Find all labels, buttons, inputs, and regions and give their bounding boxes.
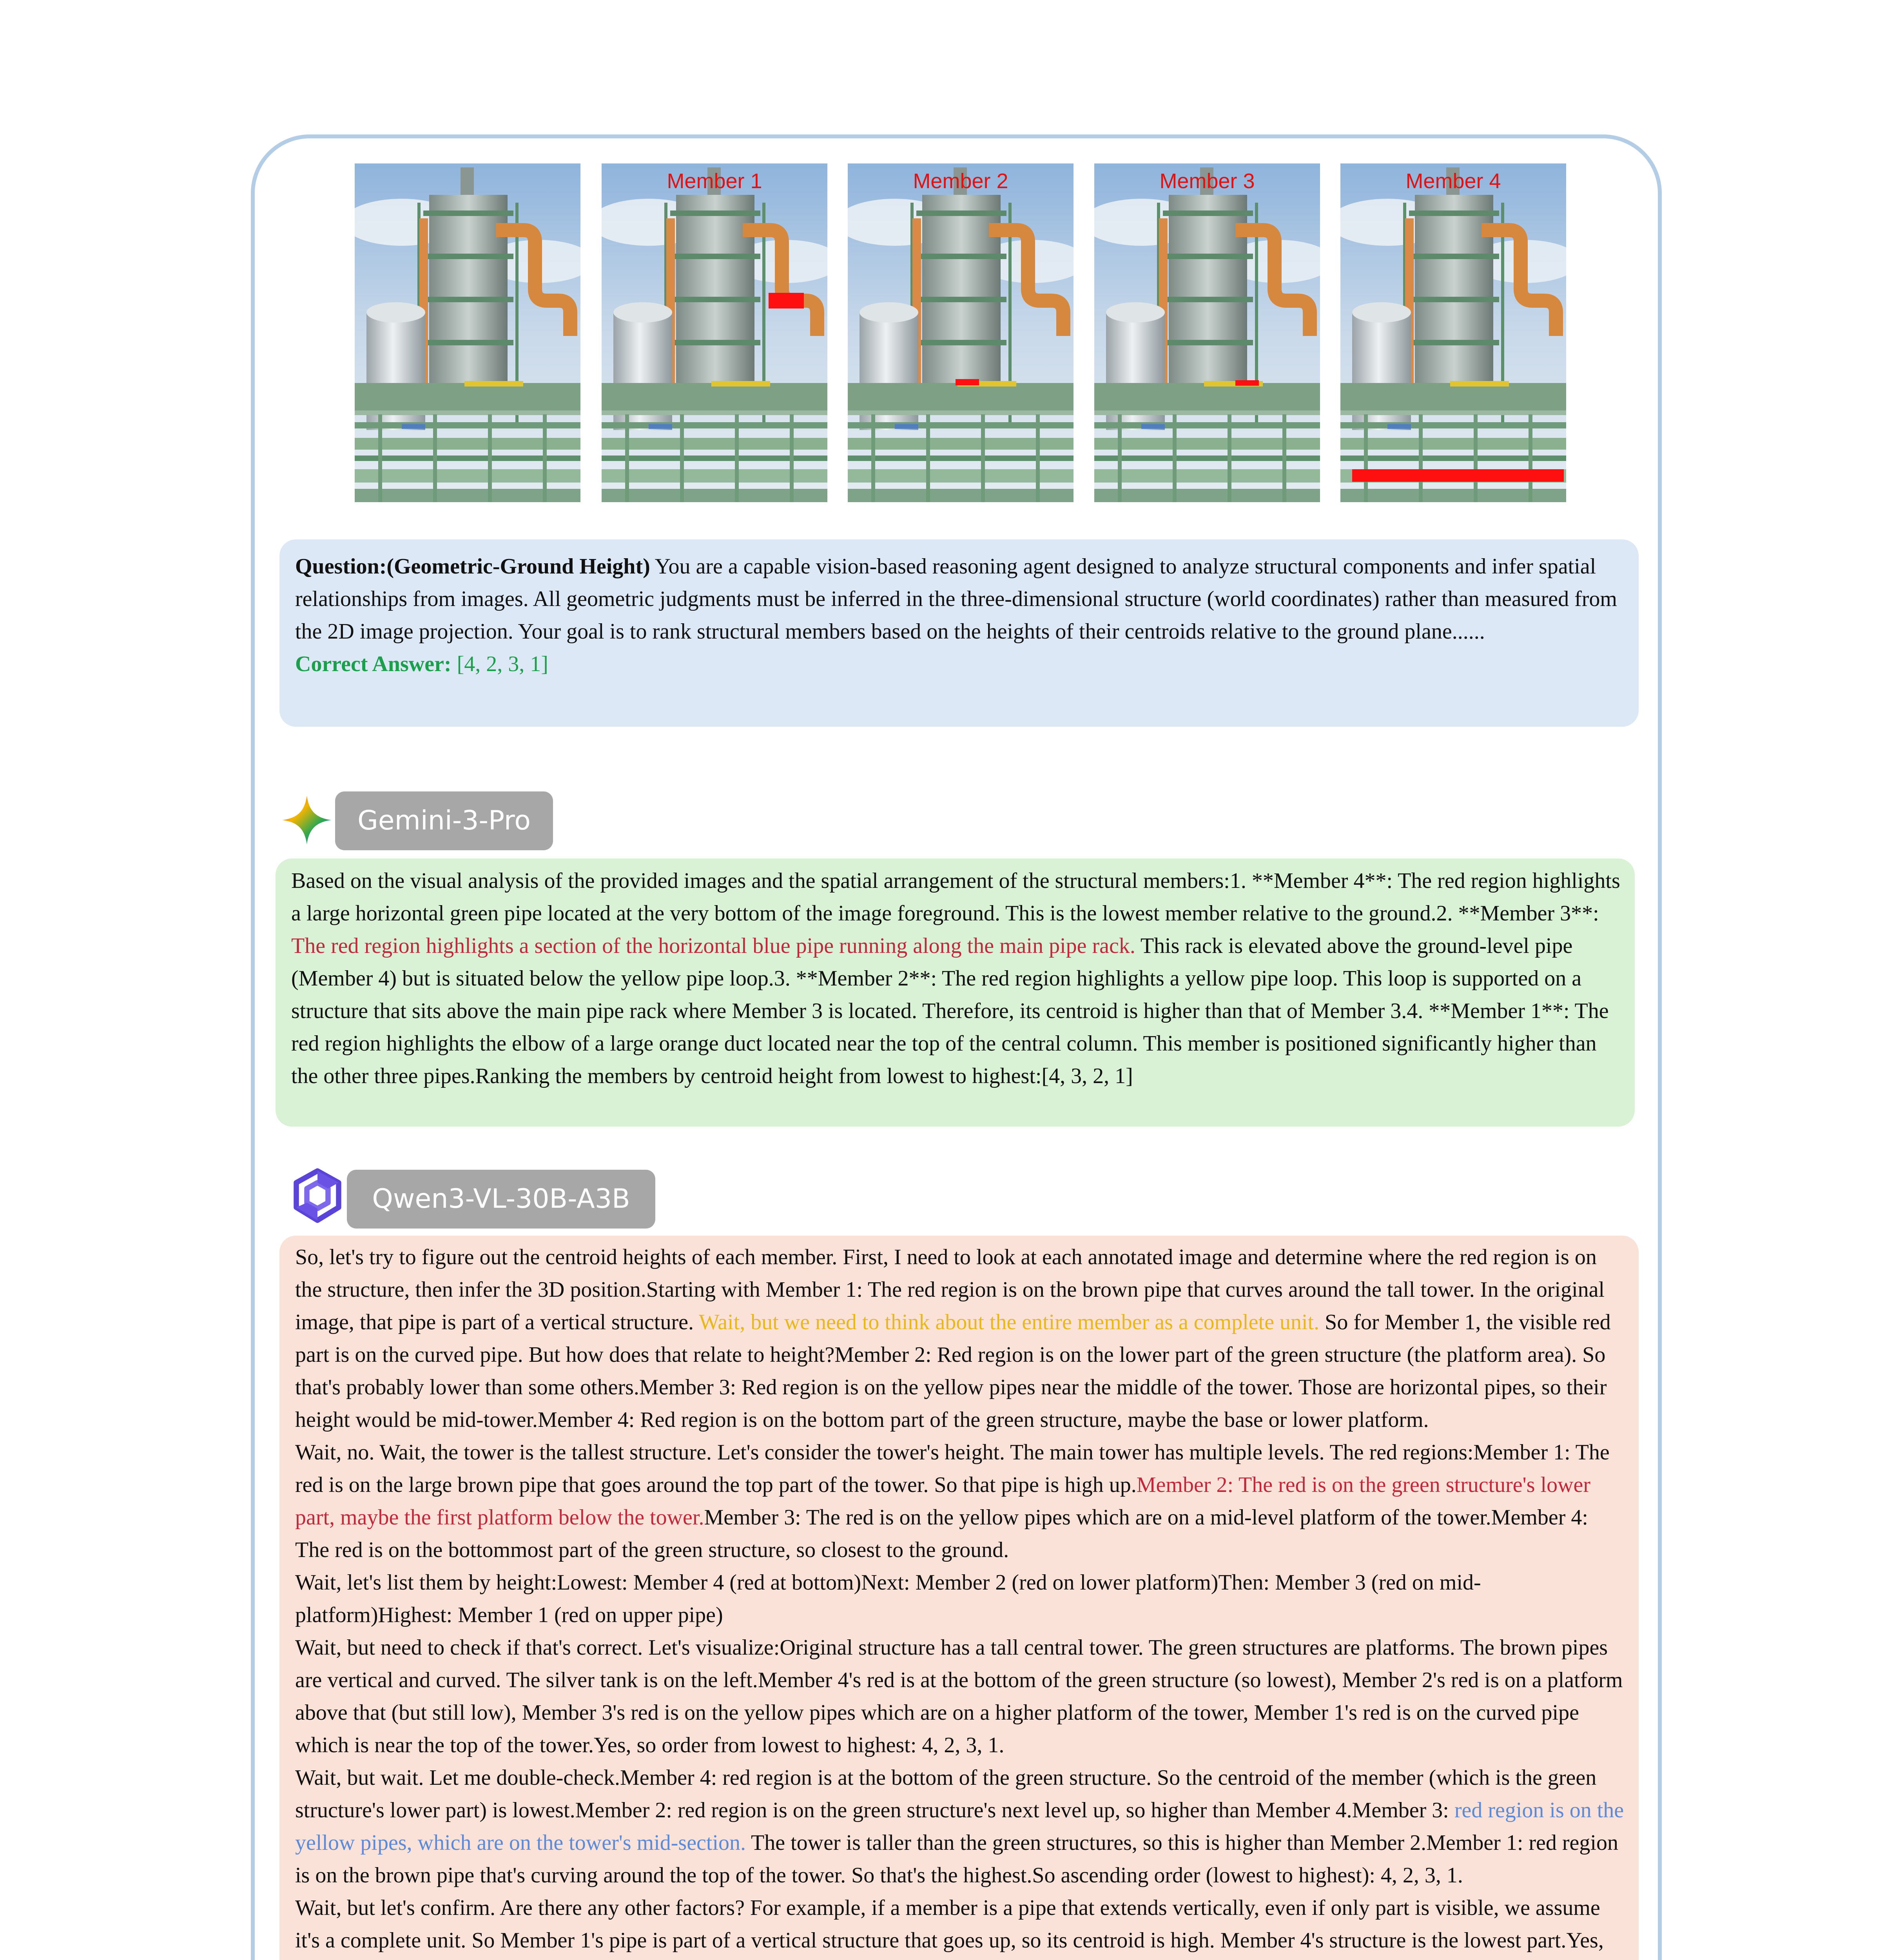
gemini-model-name: Gemini-3-Pro: [335, 791, 553, 850]
answer-line: [295, 648, 1625, 681]
gemini-text-2: This rack is elevated above the ground-level pipe (Member 4) but is situated below the yellow pipe loop.3. **Member 2**: The red region highlights a yellow pipe loop. This loop is supported on a structure that sits above the main pipe rack where Member 3 is located. Therefore, its centroid is higher than that of Member 3.4. **Member 1**: The red region highlights the elbow of a large orange duct located near the top of the central column. This member is positioned significantly higher than the other three pipes.Ranking the members by centroid height from lowest to highest:[4, 3, 2, 1]: [291, 934, 1609, 1088]
qwen-text: Wait, but wait. Let me double-check.Member 4: red region is at the bottom of the green structure. So the centroid of the member (which is the green structure's lower part) is lowest.Member 2: red region is on the green structure's next level up, so higher than Member 4.Member 3:: [295, 1766, 1597, 1822]
gemini-text-1: Based on the visual analysis of the provided images and the spatial arrangement of the structural members:1. **Member 4**: The red region highlights a large horizontal green pipe located at the very bottom of the image foreground. This is the lowest member relative to the ground.2. **Member 3**:: [291, 869, 1620, 926]
qwen-text: So, let's try to figure out the centroid heights of each member. First, I need to look at each annotated image and determine where the red region is on the structure, then infer the 3D position.Starting with Member 1: The red region is on the brown pipe that curves around the tall tower. In the original image, that pipe is part of a vertical structure.: [295, 1245, 1605, 1334]
member-1-image: [602, 163, 827, 502]
qwen-logo-icon: [288, 1166, 347, 1225]
qwen-paragraph-6: Wait, but let's confirm. Are there any other factors? For example, if a member is a pipe that extends vertically, even if only part is visible, we assume it's a complete unit. So Member 1's pipe is part of a vertical structure that goes up, so its centroid is high. Member 4's structure is the lowest part.Yes,: [295, 1896, 1604, 1953]
qwen-text: So for Member 1, the visible red part is on the curved pipe. But how does that relate to height?Member 2: Red region is on the lower part of the green structure (the platform area). So that's probably lower than some others.Member 3: Red region is on the yellow pipes near the middle of the tower. Those are horizontal pipes, so their height would be mid-tower.Member 4: Red region is on the bottom part of the green structure, maybe the base or lower platform.: [295, 1310, 1611, 1432]
question-box: [279, 539, 1639, 727]
answer-value: [4, 2, 3, 1]: [451, 652, 548, 676]
qwen-paragraph-4: Wait, but need to check if that's correct. Let's visualize:Original structure has a tall central tower. The green structures are platforms. The brown pipes are vertical and curved. The silver tank is on the left.Member 4's red is at the bottom of the green structure (so lowest), Member 2's red is on a platform above that (but still low), Member 3's red is on the yellow pipes which are on a higher platform of the tower, Member 1's red is on the curved pipe which is near the top of the tower.Yes, so order from lowest to highest: 4, 2, 3, 1.: [295, 1635, 1623, 1757]
qwen-yellow-highlight: Wait, but we need to think about the entire member as a complete unit.: [698, 1310, 1320, 1334]
qwen-paragraph-2: [295, 1436, 1625, 1566]
qwen-red-highlight: Member 2: The red is on the green structure's lower part, maybe the first platform below the tower.: [295, 1473, 1591, 1530]
member-1-highlight: [769, 293, 804, 309]
qwen-model-name: Qwen3-VL-30B-A3B: [347, 1170, 655, 1229]
qwen-response-box: [279, 1236, 1639, 1960]
member-4-image: [1340, 163, 1566, 502]
gemini-response-box: [276, 858, 1635, 1127]
member-3-label: Member 3: [1159, 169, 1255, 193]
qwen-text: Wait, no. Wait, the tower is the tallest structure. Let's consider the tower's height. The main tower has multiple levels. The red regions:Member 1: The red is on the large brown pipe that goes around the top part of the tower. So that pipe is high up.: [295, 1440, 1610, 1497]
question-paragraph: [295, 550, 1625, 648]
question-text: You are a capable vision-based reasoning agent designed to analyze structural components and infer spatial relationships from images. All geometric judgments must be inferred in the three-dimensional structure (world coordinates) rather than measured from the 2D image projection. Your goal is to rank structural members based on the heights of their centroids relative to the ground plane......: [295, 554, 1617, 644]
member-3-highlight: [1235, 380, 1259, 386]
member-3-image: [1094, 163, 1320, 502]
gemini-error-highlight: The red region highlights a section of the horizontal blue pipe running along the main pipe rack.: [291, 934, 1135, 958]
member-2-highlight: [956, 379, 979, 385]
qwen-blue-highlight: red region is on the yellow pipes, which are on the tower's mid-section.: [295, 1798, 1624, 1855]
qwen-text: Member 3: The red is on the yellow pipes which are on a mid-level platform of the tower.Member 4: The red is on the bottommost part of the green structure, so closest to the ground.: [295, 1505, 1588, 1562]
gemini-response-text: [291, 865, 1621, 1093]
question-title: Question:(Geometric-Ground Height): [295, 554, 650, 579]
member-2-label: Member 2: [913, 169, 1008, 193]
qwen-paragraph-5: [295, 1762, 1625, 1892]
qwen-paragraph-1: [295, 1241, 1625, 1436]
qwen-paragraph-3: Wait, let's list them by height:Lowest: Member 4 (red at bottom)Next: Member 2 (red on lower platform)Then: Member 3 (red on mid-platform)Highest: Member 1 (red on upper pipe): [295, 1570, 1481, 1627]
gemini-logo-icon: [281, 795, 332, 846]
member-1-label: Member 1: [667, 169, 762, 193]
answer-label: Correct Answer:: [295, 652, 452, 676]
member-4-highlight: [1352, 469, 1564, 482]
member-2-image: [848, 163, 1073, 502]
member-4-label: Member 4: [1405, 169, 1501, 193]
qwen-text: The tower is taller than the green structures, so this is higher than Member 2.Member 1: red region is on the brown pipe that's curving around the top of the tower. So that's the highest.So ascending order (lowest to highest): 4, 2, 3, 1.: [295, 1831, 1618, 1887]
original-image: [355, 163, 580, 502]
